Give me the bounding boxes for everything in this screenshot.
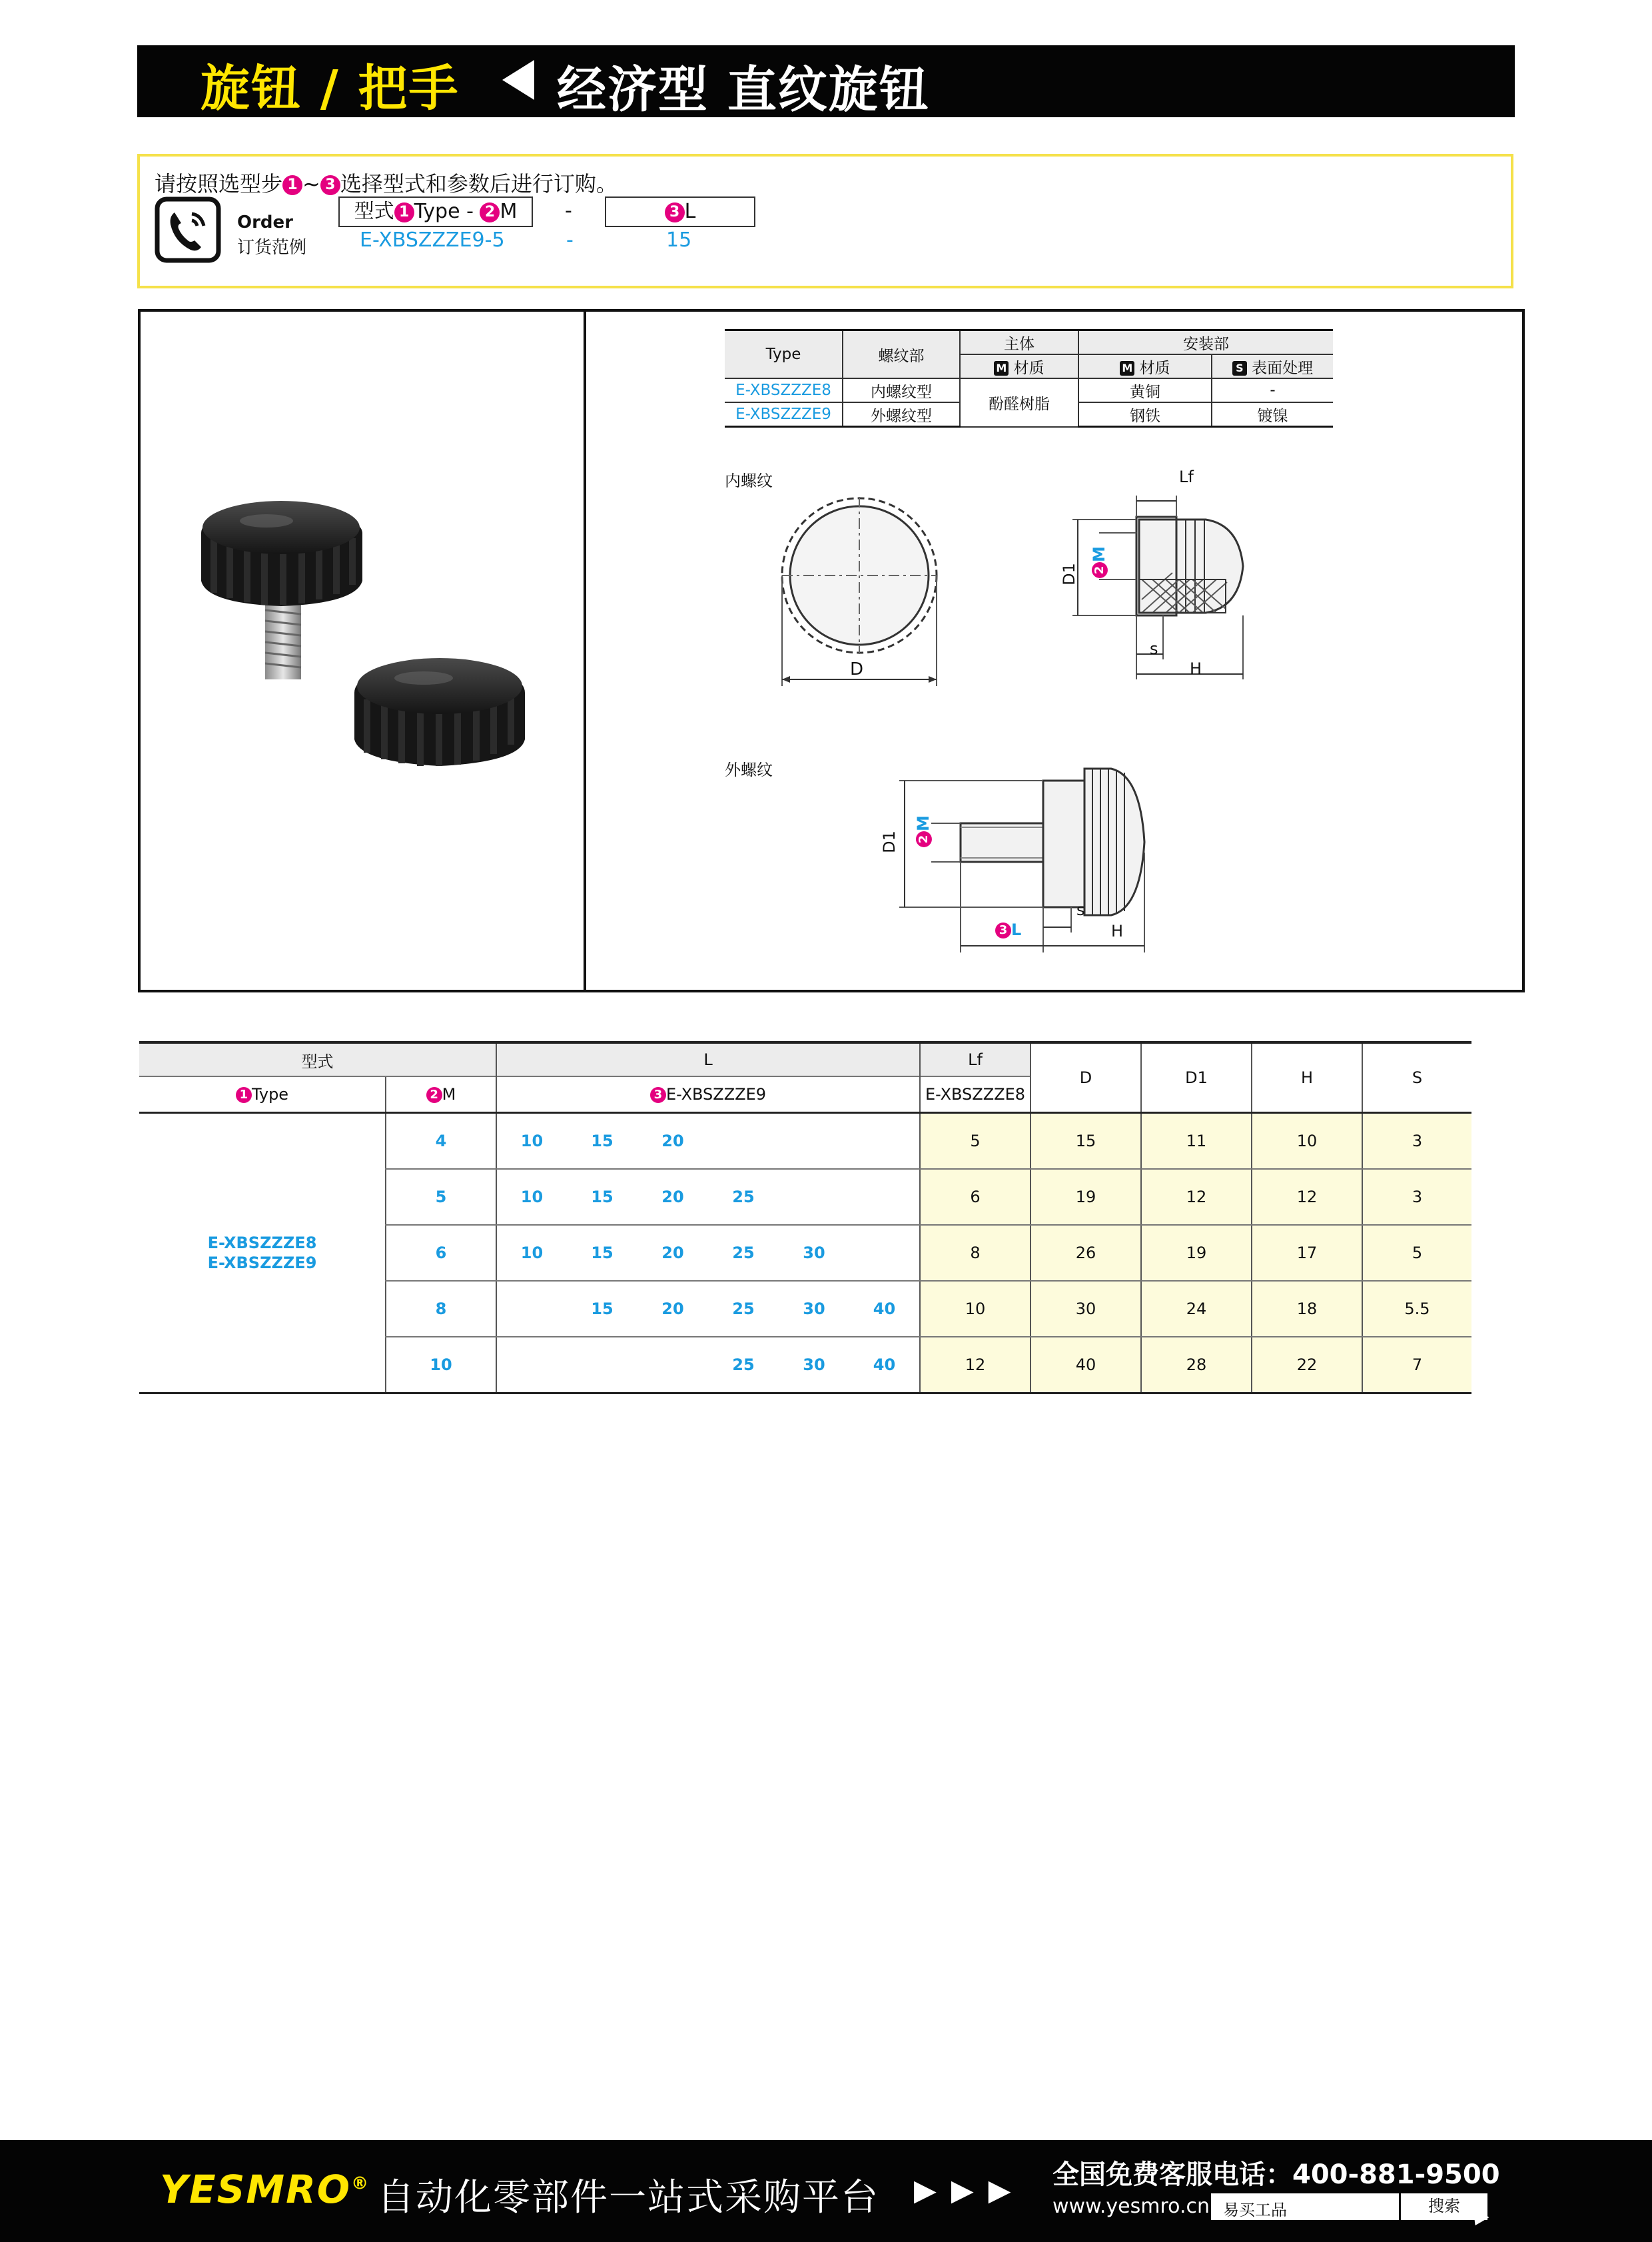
- step1-badge: 1: [282, 175, 302, 195]
- l-cell: 15: [567, 1169, 637, 1225]
- brand-name: YESMRO: [160, 2167, 352, 2212]
- spec-sub-material-text-2: 材质: [1139, 359, 1170, 377]
- spec-row1-type: E-XBSZZZE8: [725, 378, 843, 402]
- l-cell: 10: [496, 1113, 567, 1170]
- th-type-text: Type: [251, 1085, 289, 1104]
- order-instruction: [155, 167, 618, 198]
- back-triangle-icon: [502, 60, 534, 100]
- m-cell: 6: [386, 1225, 496, 1281]
- l-cell: 20: [637, 1225, 708, 1281]
- arrows-icon: ▶ ▶ ▶: [914, 2173, 1014, 2207]
- d1-cell: 12: [1141, 1169, 1252, 1225]
- spec-row2-mount: 钢铁: [1078, 402, 1212, 427]
- step3-badge: 3: [320, 175, 340, 195]
- l-cell: 25: [708, 1225, 779, 1281]
- search-input-text: 易买工品: [1223, 2201, 1287, 2219]
- example-code: E-XBSZZZE9-5: [360, 228, 505, 252]
- lf-cell: 5: [920, 1113, 1031, 1170]
- l-cell: 20: [637, 1113, 708, 1170]
- th-lf-sub: E-XBSZZZE8: [920, 1076, 1031, 1113]
- dim-lf-label: Lf: [1179, 468, 1194, 486]
- hotline-text: 全国免费客服电话：400-881-9500: [1052, 2159, 1500, 2190]
- l-cell: [849, 1113, 920, 1170]
- th-s: S: [1362, 1042, 1471, 1113]
- search-button[interactable]: 搜索: [1399, 2193, 1487, 2220]
- spec-body-material: 酚醛树脂: [960, 378, 1078, 427]
- th-d1: D1: [1141, 1042, 1252, 1113]
- lf-cell: 12: [920, 1337, 1031, 1393]
- th-h: H: [1252, 1042, 1362, 1113]
- l-cell: [637, 1337, 708, 1393]
- type-m-box: [338, 196, 533, 227]
- spec-col-thread: 螺纹部: [843, 330, 960, 379]
- spec-col-type: Type: [725, 330, 843, 379]
- l-cell: 20: [637, 1169, 708, 1225]
- l-cell: 10: [496, 1169, 567, 1225]
- spec-sub-material-text: 材质: [1013, 359, 1044, 377]
- l-cell: 25: [708, 1337, 779, 1393]
- d-cell: 40: [1031, 1337, 1141, 1393]
- spec-sub-mount-material: [1078, 354, 1212, 378]
- type-a-text: E-XBSZZZE8: [207, 1234, 317, 1252]
- dim-m-text-internal: M: [1089, 546, 1108, 562]
- lf-cell: 8: [920, 1225, 1031, 1281]
- box-m: M: [500, 200, 518, 223]
- spec-col-mount: 安装部: [1078, 330, 1333, 355]
- box-step1-badge: 1: [394, 202, 414, 222]
- l-cell: 30: [779, 1281, 849, 1337]
- l-cell: 15: [567, 1281, 637, 1337]
- type-cell: [139, 1113, 386, 1393]
- spec-row1-thread: 内螺纹型: [843, 378, 960, 402]
- th-model: 型式: [139, 1042, 496, 1076]
- footer-search-box[interactable]: [1211, 2193, 1460, 2220]
- d-cell: 19: [1031, 1169, 1141, 1225]
- th-type: [139, 1076, 386, 1113]
- d1-cell: 24: [1141, 1281, 1252, 1337]
- box-step2-badge: 2: [480, 202, 500, 222]
- spec-table: [725, 329, 1333, 428]
- product-photo: [187, 466, 546, 826]
- h-cell: 17: [1252, 1225, 1362, 1281]
- box-type: Type -: [414, 200, 474, 223]
- box-prefix: 型式: [354, 200, 394, 223]
- dim-l-badge: 3: [995, 923, 1011, 938]
- spec-sub-surface: [1212, 354, 1333, 378]
- product-title: 经济型 直纹旋钮: [557, 61, 930, 119]
- l-cell: [496, 1281, 567, 1337]
- instruction-tilde: ~: [302, 171, 320, 196]
- spec-row2-type: E-XBSZZZE9: [725, 402, 843, 427]
- dim-m-text-external: M: [913, 815, 933, 831]
- phone-icon: [155, 196, 221, 263]
- d-cell: 30: [1031, 1281, 1141, 1337]
- l-cell: 30: [779, 1225, 849, 1281]
- th-l-sub: [496, 1076, 920, 1113]
- lf-cell: 6: [920, 1169, 1031, 1225]
- m-cell: 4: [386, 1113, 496, 1170]
- dim-s-label-internal: s: [1150, 639, 1158, 658]
- internal-thread-label: 内螺纹: [725, 472, 773, 490]
- m-cell: 5: [386, 1169, 496, 1225]
- spec-row1-surface: -: [1212, 378, 1333, 402]
- dim-m-label-external: [914, 815, 933, 847]
- dim-m-badge-internal: 2: [1092, 562, 1108, 578]
- brand-logo: [160, 2167, 370, 2212]
- lf-cell: 10: [920, 1281, 1031, 1337]
- th-d: D: [1031, 1042, 1141, 1113]
- l-cell: [708, 1113, 779, 1170]
- box-l: L: [684, 200, 696, 223]
- spec-sub-body-material: [960, 354, 1078, 378]
- type-b-text: E-XBSZZZE9: [207, 1254, 317, 1272]
- d1-cell: 11: [1141, 1113, 1252, 1170]
- dim-l-label-external: [995, 921, 1021, 939]
- th-type-badge: 1: [236, 1087, 252, 1103]
- th-m: [386, 1076, 496, 1113]
- s-cell: 5.5: [1362, 1281, 1471, 1337]
- l-cell: 40: [849, 1281, 920, 1337]
- l-cell: [567, 1337, 637, 1393]
- spec-sub-surface-text: 表面处理: [1252, 359, 1314, 377]
- external-side-view-drawing: [893, 753, 1186, 959]
- d1-cell: 28: [1141, 1337, 1252, 1393]
- l-cell: [779, 1169, 849, 1225]
- dim-m-badge-external: 2: [916, 831, 932, 847]
- example-l: 15: [666, 228, 692, 252]
- m-square-icon: M: [994, 361, 1009, 376]
- l-cell: 15: [567, 1225, 637, 1281]
- l-cell: 10: [496, 1225, 567, 1281]
- m-cell: 8: [386, 1281, 496, 1337]
- instruction-pre: 请按照选型步: [155, 171, 283, 196]
- l-cell: [849, 1169, 920, 1225]
- dim-s-label-external: s: [1076, 901, 1085, 919]
- s-cell: 5: [1362, 1225, 1471, 1281]
- footer-banner: [0, 2140, 1652, 2242]
- d-cell: 15: [1031, 1113, 1141, 1170]
- table-row: [139, 1113, 1471, 1170]
- s-cell: 3: [1362, 1113, 1471, 1170]
- l-cell: [849, 1225, 920, 1281]
- spec-row2-thread: 外螺纹型: [843, 402, 960, 427]
- h-cell: 10: [1252, 1113, 1362, 1170]
- internal-side-view-drawing: [1059, 480, 1272, 686]
- th-l-sub-text: E-XBSZZZE9: [665, 1085, 767, 1104]
- s-cell: 7: [1362, 1337, 1471, 1393]
- s-square-icon: S: [1232, 361, 1247, 376]
- example-dash: -: [566, 228, 574, 252]
- l-cell: [496, 1337, 567, 1393]
- category-title: 旋钮 / 把手: [201, 60, 460, 117]
- order-en-label: Order: [237, 212, 293, 232]
- dim-m-label-internal: [1090, 546, 1108, 578]
- dim-d-label: D: [850, 659, 864, 679]
- footer-slogan: 自动化零部件一站式采购平台: [377, 2176, 879, 2219]
- m-cell: 10: [386, 1337, 496, 1393]
- th-m-badge: 2: [426, 1087, 442, 1103]
- l-cell: 25: [708, 1169, 779, 1225]
- website-link[interactable]: www.yesmro.cn: [1052, 2195, 1210, 2218]
- l-cell: 40: [849, 1337, 920, 1393]
- page-header: [137, 45, 1515, 117]
- l-cell: 25: [708, 1281, 779, 1337]
- registered-mark: ®: [351, 2173, 370, 2194]
- th-m-text: M: [442, 1085, 456, 1104]
- l-cell: 20: [637, 1281, 708, 1337]
- order-cn-label: 订货范例: [237, 238, 307, 258]
- dim-d1-label-internal: D1: [1059, 563, 1078, 585]
- box-step3-badge: 3: [665, 202, 685, 222]
- dim-h-label-external: H: [1111, 922, 1124, 940]
- frame-divider: [584, 309, 586, 992]
- d-cell: 26: [1031, 1225, 1141, 1281]
- external-thread-label: 外螺纹: [725, 761, 773, 779]
- l-box: [605, 196, 755, 227]
- dim-h-label-internal: H: [1190, 659, 1202, 678]
- h-cell: 22: [1252, 1337, 1362, 1393]
- instruction-post: 选择型式和参数后进行订购。: [340, 171, 618, 196]
- h-cell: 12: [1252, 1169, 1362, 1225]
- dimension-table: [139, 1041, 1471, 1394]
- spec-row2-surface: 镀镍: [1212, 402, 1333, 427]
- l-cell: [779, 1113, 849, 1170]
- l-cell: 15: [567, 1113, 637, 1170]
- order-dash: -: [565, 199, 572, 222]
- order-instruction-box: [137, 154, 1513, 288]
- m-square-icon-2: M: [1120, 361, 1134, 376]
- th-lf: Lf: [920, 1042, 1031, 1076]
- spec-col-body: 主体: [960, 330, 1078, 355]
- d1-cell: 19: [1141, 1225, 1252, 1281]
- l-cell: 30: [779, 1337, 849, 1393]
- th-l: L: [496, 1042, 920, 1076]
- dim-d1-label-external: D1: [879, 831, 899, 853]
- th-l-badge: 3: [650, 1087, 666, 1103]
- s-cell: 3: [1362, 1169, 1471, 1225]
- h-cell: 18: [1252, 1281, 1362, 1337]
- spec-row1-mount: 黄铜: [1078, 378, 1212, 402]
- dim-l-text: L: [1011, 921, 1022, 939]
